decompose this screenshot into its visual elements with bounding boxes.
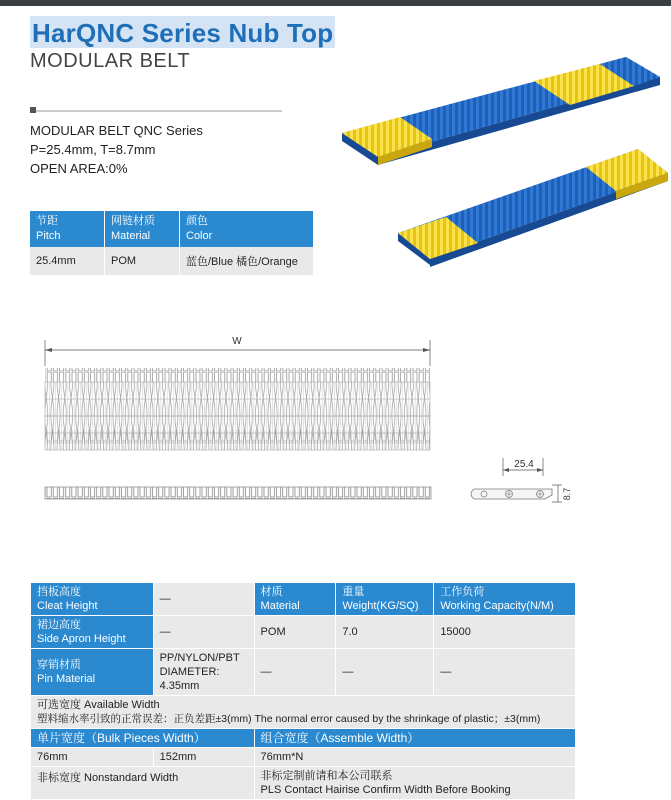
pitch-dimension-label: 25.4 [514, 459, 534, 470]
material-col-header: 材质 Material [254, 583, 336, 616]
bulk-width-header: 单片宽度（Bulk Pieces Width） [31, 729, 255, 748]
nonstandard-width-label: 非标宽度 Nonstandard Width [31, 767, 255, 800]
cleat-height-header: 挡板高度 Cleat Height [31, 583, 154, 616]
belt-photo-upper [342, 57, 660, 165]
capacity-col-header: 工作负荷 Working Capacity(N/M) [434, 583, 576, 616]
weight-value-cell: 7.0 [336, 616, 434, 649]
page-subtitle: MODULAR BELT [30, 50, 191, 72]
basic-spec-table [30, 211, 314, 275]
title-block [30, 16, 335, 73]
weight-col-header: 重量 Weight(KG/SQ) [336, 583, 434, 616]
bulk-width-value: 76mm [31, 748, 154, 767]
color-header: 颜色 Color [180, 211, 314, 247]
pitch-header: 节距 Pitch [30, 211, 105, 247]
pin-dash-cell: — [434, 649, 576, 696]
material-value-cell: POM [254, 616, 336, 649]
belt-photo-lower [398, 149, 668, 267]
belt-top-view [45, 368, 430, 450]
thickness-dimension-label: 8.7 [562, 487, 572, 501]
pin-material-header: 穿销材质 Pin Material [31, 649, 154, 696]
pitch-value: 25.4mm [30, 247, 105, 275]
cleat-height-value: — [153, 583, 254, 616]
material-value: POM [105, 247, 180, 275]
spec-open-area: OPEN AREA:0% [30, 161, 128, 176]
spec-pitch-thickness: P=25.4mm, T=8.7mm [30, 142, 156, 157]
material-header: 网链材质 Material [105, 211, 180, 247]
width-dimension-label: W [232, 336, 242, 347]
belt-edge-view [45, 487, 431, 499]
page-title: HarQNC Series Nub Top [32, 18, 334, 48]
side-apron-header: 裙边高度 Side Apron Height [31, 616, 154, 649]
contact-note: 非标定制前请和本公司联系 PLS Contact Hairise Confirm Width Before Booking [254, 767, 575, 800]
bulk-width-value: 152mm [153, 748, 254, 767]
detail-spec-table [30, 582, 576, 800]
side-apron-value: — [153, 616, 254, 649]
pin-material-value: PP/NYLON/PBT DIAMETER: 4.35mm [153, 649, 254, 696]
link-side-detail [471, 458, 572, 502]
spec-series: MODULAR BELT QNC Series [30, 123, 203, 138]
capacity-value-cell: 15000 [434, 616, 576, 649]
section-divider [30, 110, 282, 112]
available-width-note: 可选宽度 Available Width 塑料缩水率引致的正常误差：正负差距±3(mm) The normal error caused by the shrinkage of plastic；±3(mm) [31, 696, 576, 729]
pin-dash-cell: — [254, 649, 336, 696]
technical-drawing [40, 330, 572, 520]
belt-photos [338, 45, 668, 265]
top-bar [0, 0, 671, 6]
pin-dash-cell: — [336, 649, 434, 696]
spec-block [30, 121, 203, 178]
assemble-width-header: 组合宽度（Assemble Width） [254, 729, 575, 748]
color-value: 蓝色/Blue 橘色/Orange [180, 247, 314, 275]
assemble-width-value: 76mm*N [254, 748, 575, 767]
